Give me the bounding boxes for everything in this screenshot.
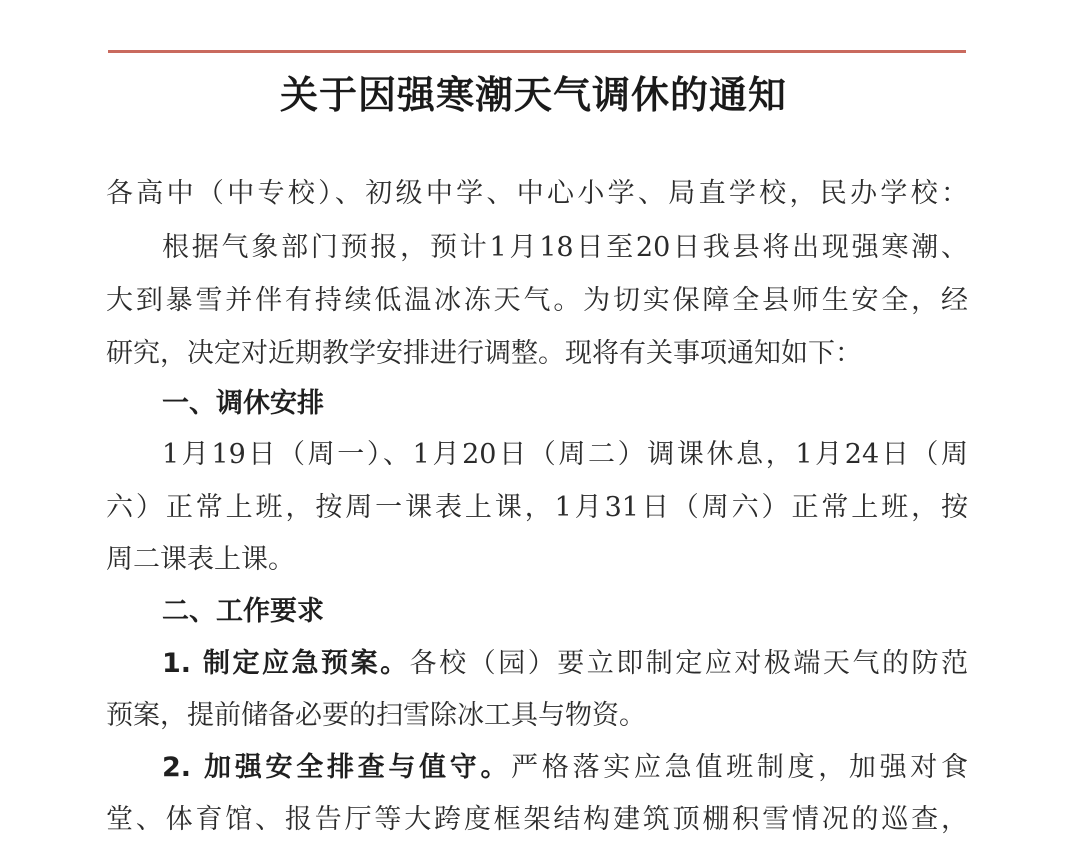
item-2-line-2: 堂、体育馆、报告厅等大跨度框架结构建筑顶棚积雪情况的巡查， (106, 804, 968, 835)
item-2-text: 严格落实应急值班制度，加强对食 (511, 752, 968, 783)
item-2-lead: 2. 加强安全排查与值守。 (162, 752, 512, 783)
section-1-line-2: 六）正常上班，按周一课表上课，1月31日（周六）正常上班，按 (106, 492, 968, 523)
document-title: 关于因强寒潮天气调休的通知 (279, 73, 787, 117)
intro-line-1: 根据气象部门预报，预计1月18日至20日我县将出现强寒潮、 (162, 232, 968, 263)
intro-line-3: 研究，决定对近期教学安排进行调整。现将有关事项通知如下： (106, 338, 862, 369)
red-header-rule (108, 50, 966, 53)
item-1-text: 各校（园）要立即制定应对极端天气的防范 (409, 648, 969, 679)
addressee-line: 各高中（中专校）、初级中学、中心小学、局直学校，民办学校： (106, 178, 968, 209)
item-1-line-2: 预案，提前储备必要的扫雪除冰工具与物资。 (106, 700, 646, 731)
item-1-lead: 1. 制定应急预案。 (162, 648, 410, 679)
section-1-line-3: 周二课表上课。 (106, 544, 295, 575)
item-1-line-1 (162, 646, 968, 682)
item-2-line-1 (162, 750, 968, 786)
section-1-heading: 一、调休安排 (162, 388, 324, 419)
intro-line-2: 大到暴雪并伴有持续低温冰冻天气。为切实保障全县师生安全，经 (106, 285, 968, 316)
section-1-line-1: 1月19日（周一）、1月20日（周二）调课休息，1月24日（周 (162, 439, 968, 470)
section-2-heading: 二、工作要求 (162, 596, 324, 627)
